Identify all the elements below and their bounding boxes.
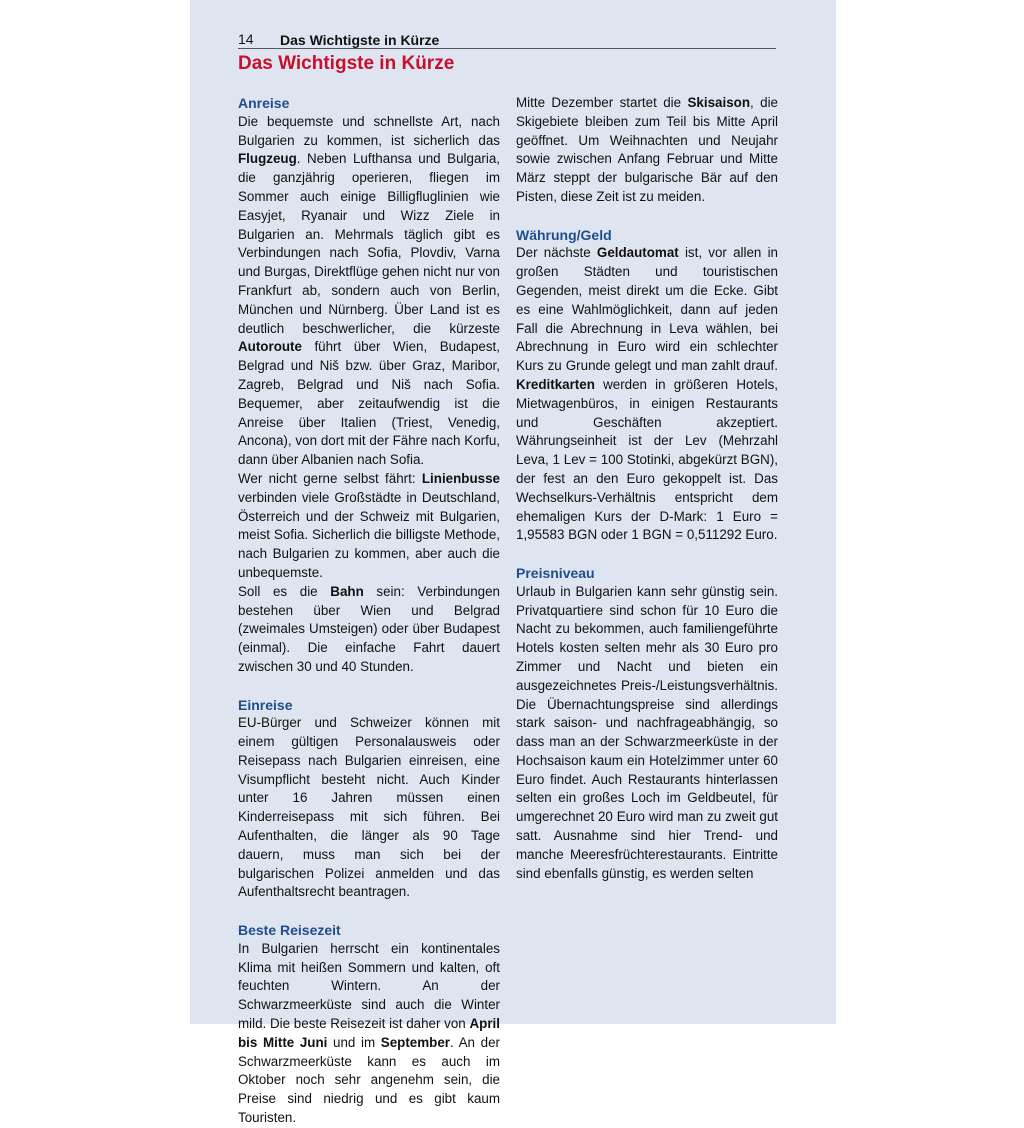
section-heading-anreise: Anreise [238,95,290,111]
waehrung-paragraph-1: Der nächste Geldautomat ist, vor allen in großen Städten und touristischen Gegenden, meist direkt um die Ecke. Gibt es eine Wahlmöglichkeit, dann auf jeden Fall die Abrechnung in Leva wählen, bei Abrechnung in Euro wird ein schlechter Kurs zu Grunde gelegt und man zahlt drauf. Kreditkarten werden in größeren Hotels, Mietwagenbüros, in einigen Restaurants und Geschäften akzeptiert. Währungseinheit ist der Lev (Mehrzahl Leva, 1 Lev = 100 Stotinki, abgekürzt BGN), der fest an den Euro gekoppelt ist. Das Wechselkurs-Verhältnis entspricht dem ehemaligen Kurs der D-Mark: 1 Euro = 1,95583 BGN oder 1 BGN = 0,511292 Euro. [516,245,779,543]
right-column [516,94,778,883]
anreise-paragraph-2: Wer nicht gerne selbst fährt: Linienbusse verbinden viele Großstädte in Deutschland, Österreich und der Schweiz mit Bulgarien, meist Sofia. Sicherlich die billigste Methode, nach Bulgarien zu kommen, aber auch die unbequemste. [238,470,500,580]
anreise-paragraph-3: Soll es die Bahn sein: Verbindungen bestehen über Wien und Belgrad (zweimales Umsteigen) oder über Budapest (einmal). Die einfache Fahrt dauert zwischen 30 und 40 Stunden. [238,583,500,674]
section-spacer [238,677,500,696]
running-title: Das Wichtigste in Kürze [280,32,440,48]
section-heading-reisezeit: Beste Reisezeit [238,922,341,939]
section-heading-waehrung: Währung/Geld [516,226,612,243]
section-heading-preisniveau: Preisniveau [516,564,595,581]
book-page [190,0,836,1126]
page-number: 14 [238,31,254,47]
left-column [238,94,500,1128]
reisezeit-paragraph-1: In Bulgarien herrscht ein kontinentales Klima mit heißen Sommern und kalten, oft feuchten Wintern. An der Schwarzmeerküste sind auch die Winter mild. Die beste Reisezeit ist daher von April bis Mitte Juni und im September. An der Schwarzmeerküste kann es auch im Oktober noch sehr angenehm sein, die Preise sind niedrig und es gibt kaum Touristen. [238,940,500,1126]
section-spacer [238,902,500,921]
running-header [238,31,776,49]
anreise-paragraph-1: Die bequemste und schnellste Art, nach Bulgarien zu kommen, ist sicherlich das Flugzeug. Neben Lufthansa und Bulgaria, die ganzjährig operieren, fliegen im Sommer auch einige Billigfluglinien wie Easyjet, Ryanair und Wizz Ziele in Bulgarien an. Mehrmals täglich gibt es Verbindungen nach Sofia, Plovdiv, Varna und Burgas, Direktflüge gehen nicht nur von Frankfurt ab, sondern auch von Berlin, München und Nürnberg. Über Land ist es deutlich beschwerlicher, die kürzeste Autoroute führt über Wien, Budapest, Belgrad und Niš bzw. über Graz, Maribor, Zagreb, Belgrad und Niš nach Sofia. Bequemer, aber zeitaufwendig ist die Anreise über Italien (Triest, Venedig, Ancona), von dort mit der Fähre nach Korfu, dann über Albanien nach Sofia. [238,113,500,468]
reisezeit-paragraph-2: Mitte Dezember startet die Skisaison, die Skigebiete bleiben zum Teil bis Mitte April geöffnet. Um Weihnachten und Neujahr sowie zwischen Anfang Februar und Mitte März steppt der bulgarische Bär auf den Pisten, diese Zeit ist zu meiden. [516,95,779,204]
section-spacer [516,207,778,226]
einreise-paragraph-1: EU-Bürger und Schweizer können mit einem gültigen Personalausweis oder Reisepass nach Bulgarien einreisen, eine Visumpflicht besteht nicht. Auch Kinder unter 16 Jahren müssen einen Kinderreisepass mit sich führen. Bei Aufenthalten, die länger als 90 Tage dauern, muss man sich bei der bulgarischen Polizei anmelden und das Aufenthaltsrecht beantragen. [238,715,500,900]
chapter-title: Das Wichtigste in Kürze [238,53,455,74]
section-heading-einreise: Einreise [238,696,293,713]
section-spacer [516,545,778,564]
preisniveau-paragraph-1: Urlaub in Bulgarien kann sehr günstig sein. Privatquartiere sind schon für 10 Euro die Nacht zu bekommen, auch familiengeführte Hotels kosten selten mehr als 30 Euro pro Zimmer und Nacht und bieten ein ausgezeichnetes Preis-/Leistungsverhältnis. Die Übernachtungspreise sind allerdings stark saison- und nachfrageabhängig, so dass man an der Schwarzmeerküste in der Hochsaison kaum ein Hotelzimmer unter 60 Euro findet. Auch Restaurants hinterlassen selten ein großes Loch im Geldbeutel, für umgerechnet 20 Euro wird man zu zweit gut satt. Ausnahme sind hier Trend- und manche Meeresfrüchterestaurants. Eintritte sind ebenfalls günstig, es werden selten [516,583,778,881]
